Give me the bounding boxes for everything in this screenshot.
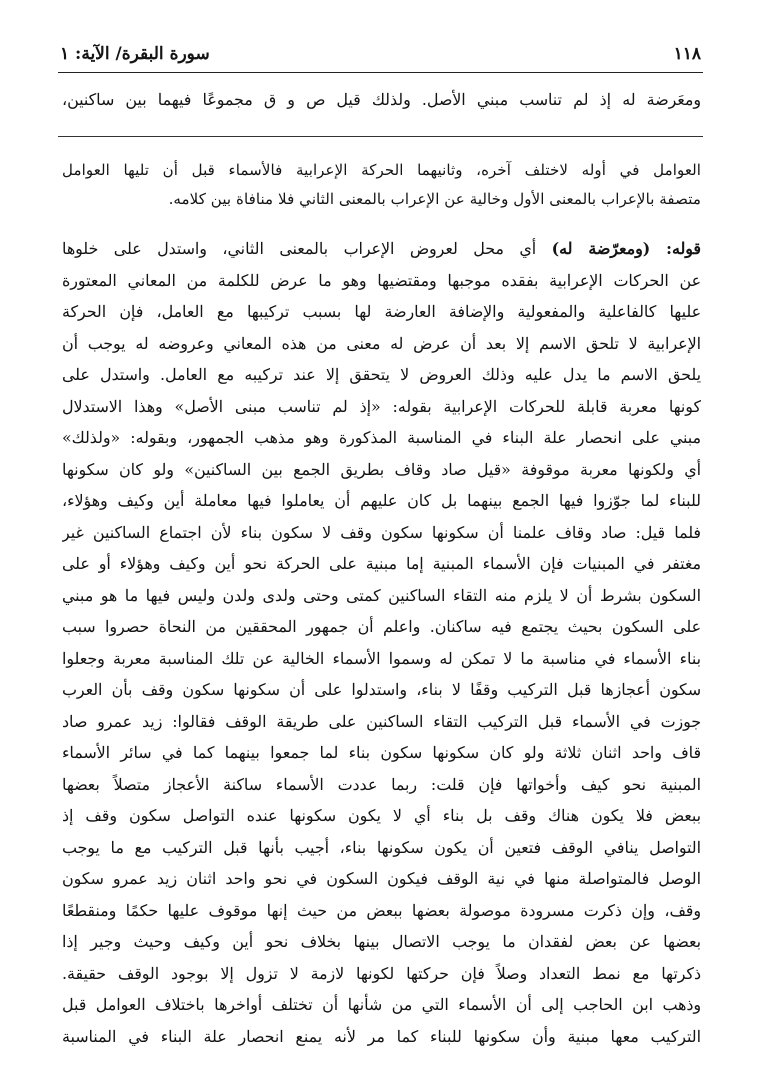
commentary-line: السكون بشرط أن لا يلزم منه التقاء الساكنين كمتى وحتى ولدى ولدن وليس فيها ما هو مبني [62,585,701,605]
commentary-lead-label: قوله: (ومعرّضة له) [551,239,701,258]
commentary-line: وقف، وإن ذكرت مسرودة موصولة بعضها ببعض من حيث إنها موقوف عليها حكمًا ومنقطعًا [62,900,701,920]
commentary-line: سكون أعجازها قبل التركيب وقفًا لا بناء، واستدلوا على أن سكونها سكون وقف بأن العرب [62,680,701,699]
commentary-line: مبني على انحصار علة البناء في المناسبة المذكورة وهو مذهب الجمهور، وبقوله: «ولذلك» [62,428,701,447]
page-header [60,38,701,70]
footnote-divider [58,136,703,137]
commentary-line: جوزت في الأسماء قبل التركيب التقاء الساكنين على طريقة الوقف فقالوا: زيد عمرو صاد [62,711,701,731]
header-divider [58,72,703,73]
commentary-line: وذهب ابن الحاجب إلى أن الأسماء التي من شأنها أن تختلف أواخرها باختلاف العوامل قبل [62,995,701,1014]
commentary-line: يلحق الاسم ما يدل عليه وذلك العروض لا يتحقق إلا عند تركيبه مع العامل. واستدل على [62,365,701,384]
commentary-line: كونها معربة قابلة للحركات الإعرابية بقوله: «إذ لم تناسب مبنى الأصل» وهذا الاستدلال [62,396,701,416]
commentary-line: قاف واحد اثنان ثلاثة ولو كان سكونها سكون بناء لما جمعوا بينهما كما في سائر الأسماء [62,743,701,762]
commentary-first-line [62,237,701,263]
commentary-line: ببعض فلا يكون هناك وقف بل بناء أي لا يكون سكونها عنده التواصل سكون وقف إذ [62,806,701,825]
commentary-line: المبنية نحو كيف وأخواتها فإن قلت: ربما عددت الأسماء ساكنة الأعجاز متصلاً بعضها [62,774,701,794]
chapter-title: سورة البقرة/ الآية: ١ [60,44,210,64]
commentary-line: أي ولكونها معربة موقوفة «قيل صاد وقاف بطريق الجمع بين الساكنين» ولو كان سكونها [62,459,701,479]
main-text-line: ومعَرضة له إذ لم تناسب مبني الأصل. ولذلك قيل ص و ق مجموعًا فيهما بين ساكنين، [62,90,701,109]
page-number: ١١٨ [673,44,701,64]
commentary-line: الإعرابية لا تلحق الاسم إلا بعد أن عرض له معنى من هذه المعاني وعروضه له يوجب أن [62,333,701,353]
footnote-line: العوامل في أوله لاختلف آخره، وثانيهما الحركة الإعرابية فالأسماء قبل أن تليها العوامل [62,161,701,179]
footnote-line: متصفة بالإعراب بالمعنى الأول وخالية عن الإعراب بالمعنى الثاني فلا منافاة بين كلامه. [168,190,701,208]
commentary-line: التركيب معها مبنية وأن سكونها للبناء كما مر لأنه يمنع انحصار علة البناء في المناسبة [62,1026,701,1046]
commentary-line: بعضها عن بعض لفقدان ما يوجب الاتصال بينها بخلاف نحو أين وكيف وحيث وجير إذا [62,932,701,951]
commentary-first-line-rest: أي محل لعروض الإعراب بالمعنى الثاني، واستدل على خلوها [62,239,537,258]
commentary-line: الوصل فالمتواصلة منها في نية الوقف فيكون السكون في نحو واحد اثنان زيد عمرو سكون [62,869,701,888]
commentary-line: بناء الأسماء في مناسبة ما لا تمكن له وسموا الأسماء الخالية عن تلك المناسبة معربة وجعلوا [62,648,701,668]
commentary-line: عليها كالفاعلية والمفعولية والإضافة العارضة لها بسبب تركيبها مع العامل، فإن الحركة [62,302,701,321]
commentary-line: على السكون بحيث يجتمع فيه ساكنان. واعلم أن جمهور المحققين من النحاة حصروا سبب [62,617,701,636]
commentary-line: ذكرتها مع نمط التعداد وصلاً فإن حركتها لكونها لازمة لا تزول إلا بوجود الوقف حقيقة. [62,963,701,983]
commentary-line: عن الحركات الإعرابية بفقده موجبها ومقتضيها وهو ما عرض للكلمة من المعاني المعتورة [62,270,701,290]
commentary-line: مغتفر في المبنيات فإن الأسماء المبنية إما مبنية على الحركة نحو أين وكيف وهؤلاء أو على [62,554,701,573]
commentary-line: التواصل ينافي الوقف فتعين أن يكون سكونها بناء، أجيب بأنها قبل التركيب مع ما يوجب [62,837,701,857]
commentary-line: فلما قيل: صاد وقاف علمنا أن سكونها سكون وقف لا سكون بناء لأن اجتماع الساكنين غير [62,522,701,542]
commentary-line: للبناء لما جوّزوا فيها الجمع بينهما بل كان عليهم أن يعاملوا فيها معاملة أين وكيف وهؤلاء، [62,491,701,510]
